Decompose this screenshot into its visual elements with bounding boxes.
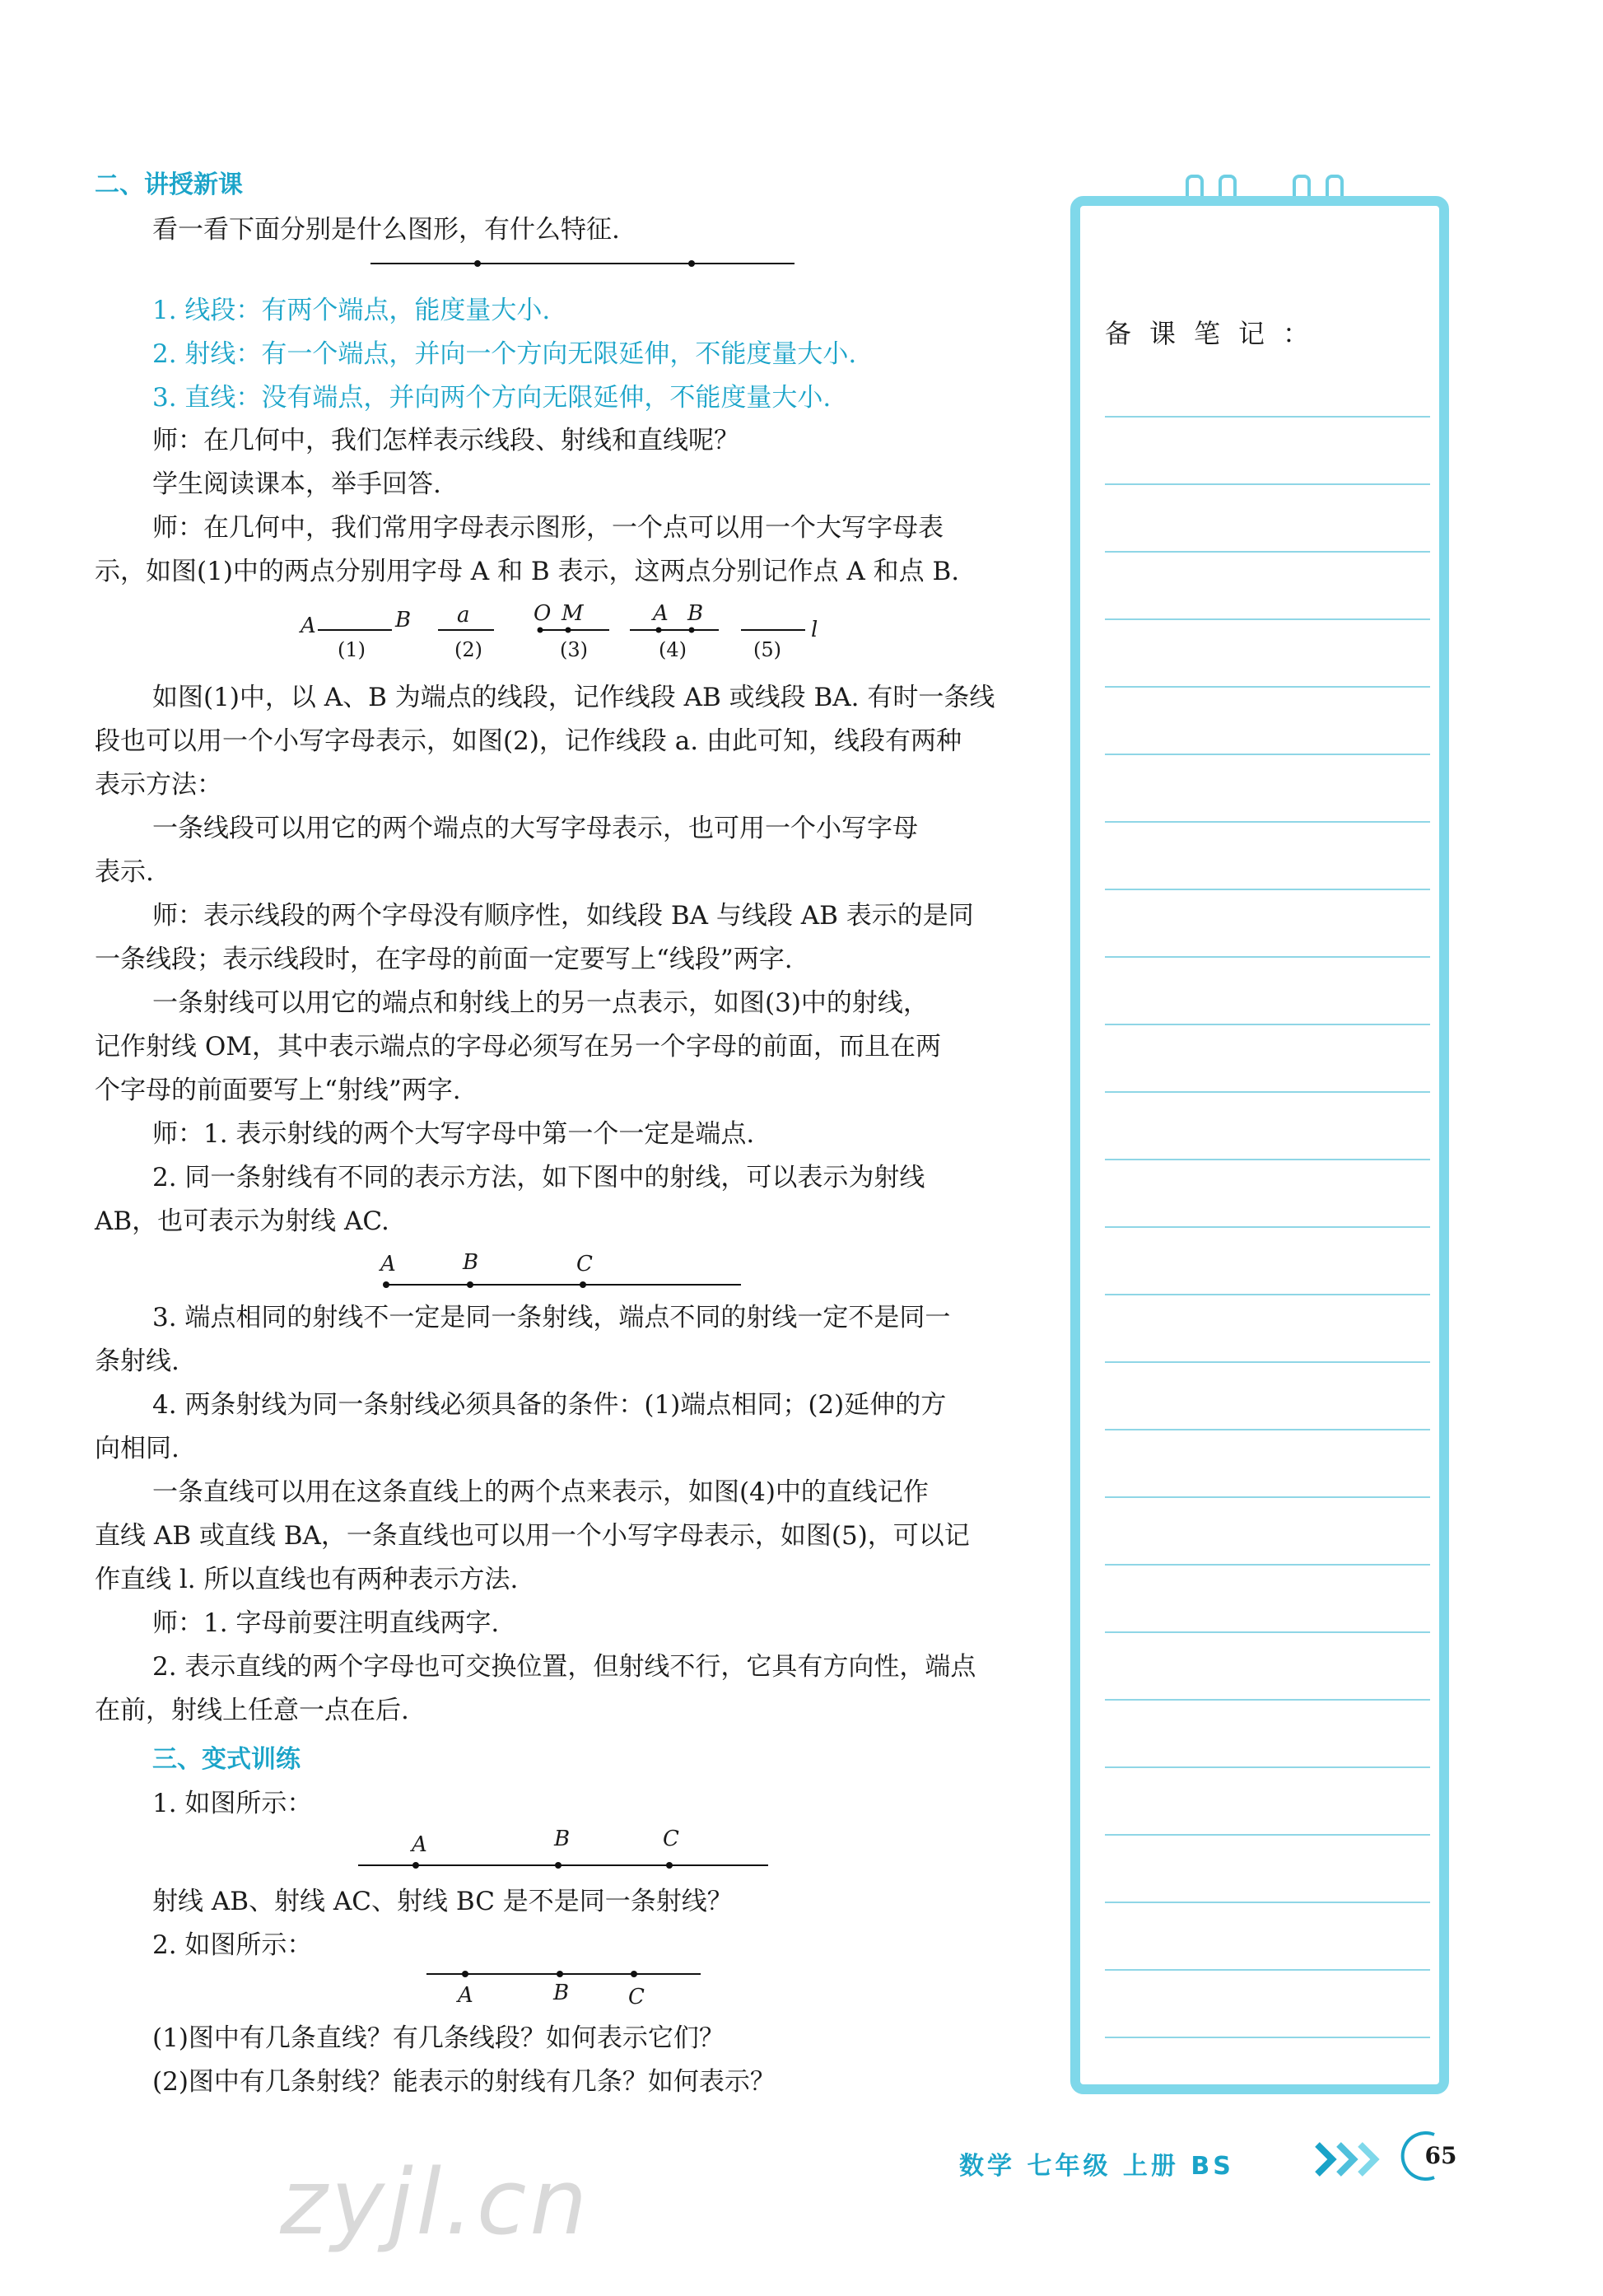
footer-book-info: 数学 七年级 上册 BS [959,2152,1234,2181]
question-2-part-2: (2)图中有几条射线？能表示的射线有几条？如何表示？ [152,2067,776,2097]
paragraph: 师：1. 字母前要注明直线两字. [152,1608,500,1638]
definition-line: 3. 直线：没有端点，并向两个方向无限延伸，不能度量大小. [152,383,832,413]
q2-line [426,1970,702,1978]
note-rule-line [1105,2037,1430,2038]
paragraph: 向相同. [95,1434,179,1463]
figure-3-ray [537,626,611,634]
q2-label-A: A [458,1983,473,2008]
figure-5-line [741,628,807,632]
intro-figure [370,255,799,272]
ray-label-B: B [463,1250,479,1275]
figure-2-number: (2) [454,638,482,661]
paragraph: 师：在几何中，我们怎样表示线段、射线和直线呢？ [152,426,739,455]
paragraph: 一条射线可以用它的端点和射线上的另一点表示，如图(3)中的射线， [152,988,929,1018]
paragraph: 师：1. 表示射线的两个大写字母中第一个一定是端点. [152,1119,755,1149]
lesson-notes-panel [1070,196,1449,2094]
q1-line [358,1861,770,1869]
note-rule-line [1105,416,1430,418]
q1-label-B: B [554,1827,571,1851]
note-rule-line [1105,1834,1430,1836]
paragraph: 师：表示线段的两个字母没有顺序性，如线段 BA 与线段 AB 表示的是同 [152,901,974,931]
question-2-part-1: (1)图中有几条直线？有几条线段？如何表示它们？ [152,2023,725,2053]
paragraph: 个字母的前面要写上“射线”两字. [95,1076,461,1105]
intro-text: 看一看下面分别是什么图形，有什么特征. [152,215,620,245]
paragraph: 学生阅读课本，举手回答. [152,469,441,499]
note-rule-line [1105,1159,1430,1160]
paragraph: 2. 同一条射线有不同的表示方法，如下图中的射线，可以表示为射线 [152,1163,925,1192]
figure-4-line [630,626,720,634]
definition-segment: 1. 线段：有两个端点，能度量大小. [152,296,551,325]
fig-label-B: B [395,608,412,632]
ray-line [383,1281,745,1289]
note-rule-line [1105,889,1430,890]
paragraph: 4. 两条射线为同一条射线必须具备的条件：(1)端点相同；(2)延伸的方 [152,1390,947,1420]
note-rule-line [1105,1699,1430,1701]
note-rule-line [1105,821,1430,823]
section-heading-lecture: 二、讲授新课 [95,170,243,199]
fig-label-M: M [562,601,584,626]
question-2: 2. 如图所示： [152,1930,313,1960]
paragraph: 师：在几何中，我们常用字母表示图形，一个点可以用一个大写字母表 [152,513,944,543]
q2-label-C: C [628,1985,645,2009]
note-rule-line [1105,618,1430,620]
note-rule-line [1105,1091,1430,1093]
paragraph: 条射线. [95,1346,179,1376]
fig-label-B: B [687,601,704,626]
note-rule-line [1105,686,1430,688]
q1-label-A: A [412,1832,427,1857]
paragraph: 直线 AB 或直线 BA，一条直线也可以用一个小写字母表示，如图(5)，可以记 [95,1521,970,1551]
note-rule-line [1105,1564,1430,1566]
paragraph: 作直线 l. 所以直线也有两种表示方法. [95,1565,519,1594]
fig-label-A: A [301,614,316,638]
note-rule-line [1105,1902,1430,1903]
question-1-text: 射线 AB、射线 AC、射线 BC 是不是同一条射线？ [152,1887,733,1916]
paragraph: 2. 表示直线的两个字母也可交换位置，但射线不行，它具有方向性，端点 [152,1652,976,1682]
figure-1-number: (1) [338,638,366,661]
section-heading-practice: 三、变式训练 [152,1745,301,1774]
note-rule-line [1105,1631,1430,1633]
paragraph: 一条线段可以用它的两个端点的大写字母表示，也可用一个小写字母 [152,814,918,843]
figure-2-segment [438,628,496,632]
fig-label-a: a [457,603,470,628]
paragraph: 一条线段；表示线段时，在字母的前面一定要写上“线段”两字. [95,945,793,974]
note-rule-line [1105,1766,1430,1768]
note-rule-line [1105,1226,1430,1228]
definition-ray: 2. 射线：有一个端点，并向一个方向无限延伸，不能度量大小. [152,339,857,369]
q1-label-C: C [663,1827,679,1851]
figure-3-number: (3) [560,638,588,661]
note-rule-line [1105,1361,1430,1363]
notes-title: 备课笔记： [1105,318,1328,349]
fig-label-A: A [653,601,669,626]
note-rule-line [1105,1429,1430,1430]
figure-4-number: (4) [659,638,687,661]
paragraph: 示，如图(1)中的两点分别用字母 A 和 B 表示，这两点分别记作点 A 和点 B. [95,557,960,586]
fig-label-l: l [811,618,818,642]
question-1: 1. 如图所示： [152,1789,313,1818]
note-rule-line [1105,551,1430,553]
paragraph: 3. 端点相同的射线不一定是同一条射线，端点不同的射线一定不是同一 [152,1303,951,1332]
page-number: 65 [1424,2142,1457,2169]
paragraph: 段也可以用一个小写字母表示，如图(2)，记作线段 a. 由此可知，线段有两种 [95,726,962,756]
figure-5-number: (5) [753,638,781,661]
q2-label-B: B [553,1981,570,2005]
fig-label-O: O [534,601,552,626]
figure-1-segment [318,628,394,632]
ray-label-A: A [380,1252,396,1276]
paragraph: 表示. [95,857,154,887]
note-rule-line [1105,754,1430,755]
paragraph: 表示方法： [95,770,222,800]
paragraph: AB，也可表示为射线 AC. [95,1206,389,1236]
paragraph: 记作射线 OM，其中表示端点的字母必须写在另一个字母的前面，而且在两 [95,1032,942,1062]
paragraph: 如图(1)中，以 A、B 为端点的线段，记作线段 AB 或线段 BA. 有时一条线 [152,683,995,712]
note-rule-line [1105,956,1430,958]
paragraph: 在前，射线上任意一点在后. [95,1696,409,1725]
note-rule-line [1105,1969,1430,1971]
watermark: zyjl.cn [280,2149,591,2255]
note-rule-line [1105,1024,1430,1025]
note-rule-line [1105,483,1430,485]
note-rule-line [1105,1496,1430,1498]
note-rule-line [1105,1294,1430,1295]
ray-label-C: C [576,1252,593,1276]
paragraph: 一条直线可以用在这条直线上的两个点来表示，如图(4)中的直线记作 [152,1477,929,1507]
